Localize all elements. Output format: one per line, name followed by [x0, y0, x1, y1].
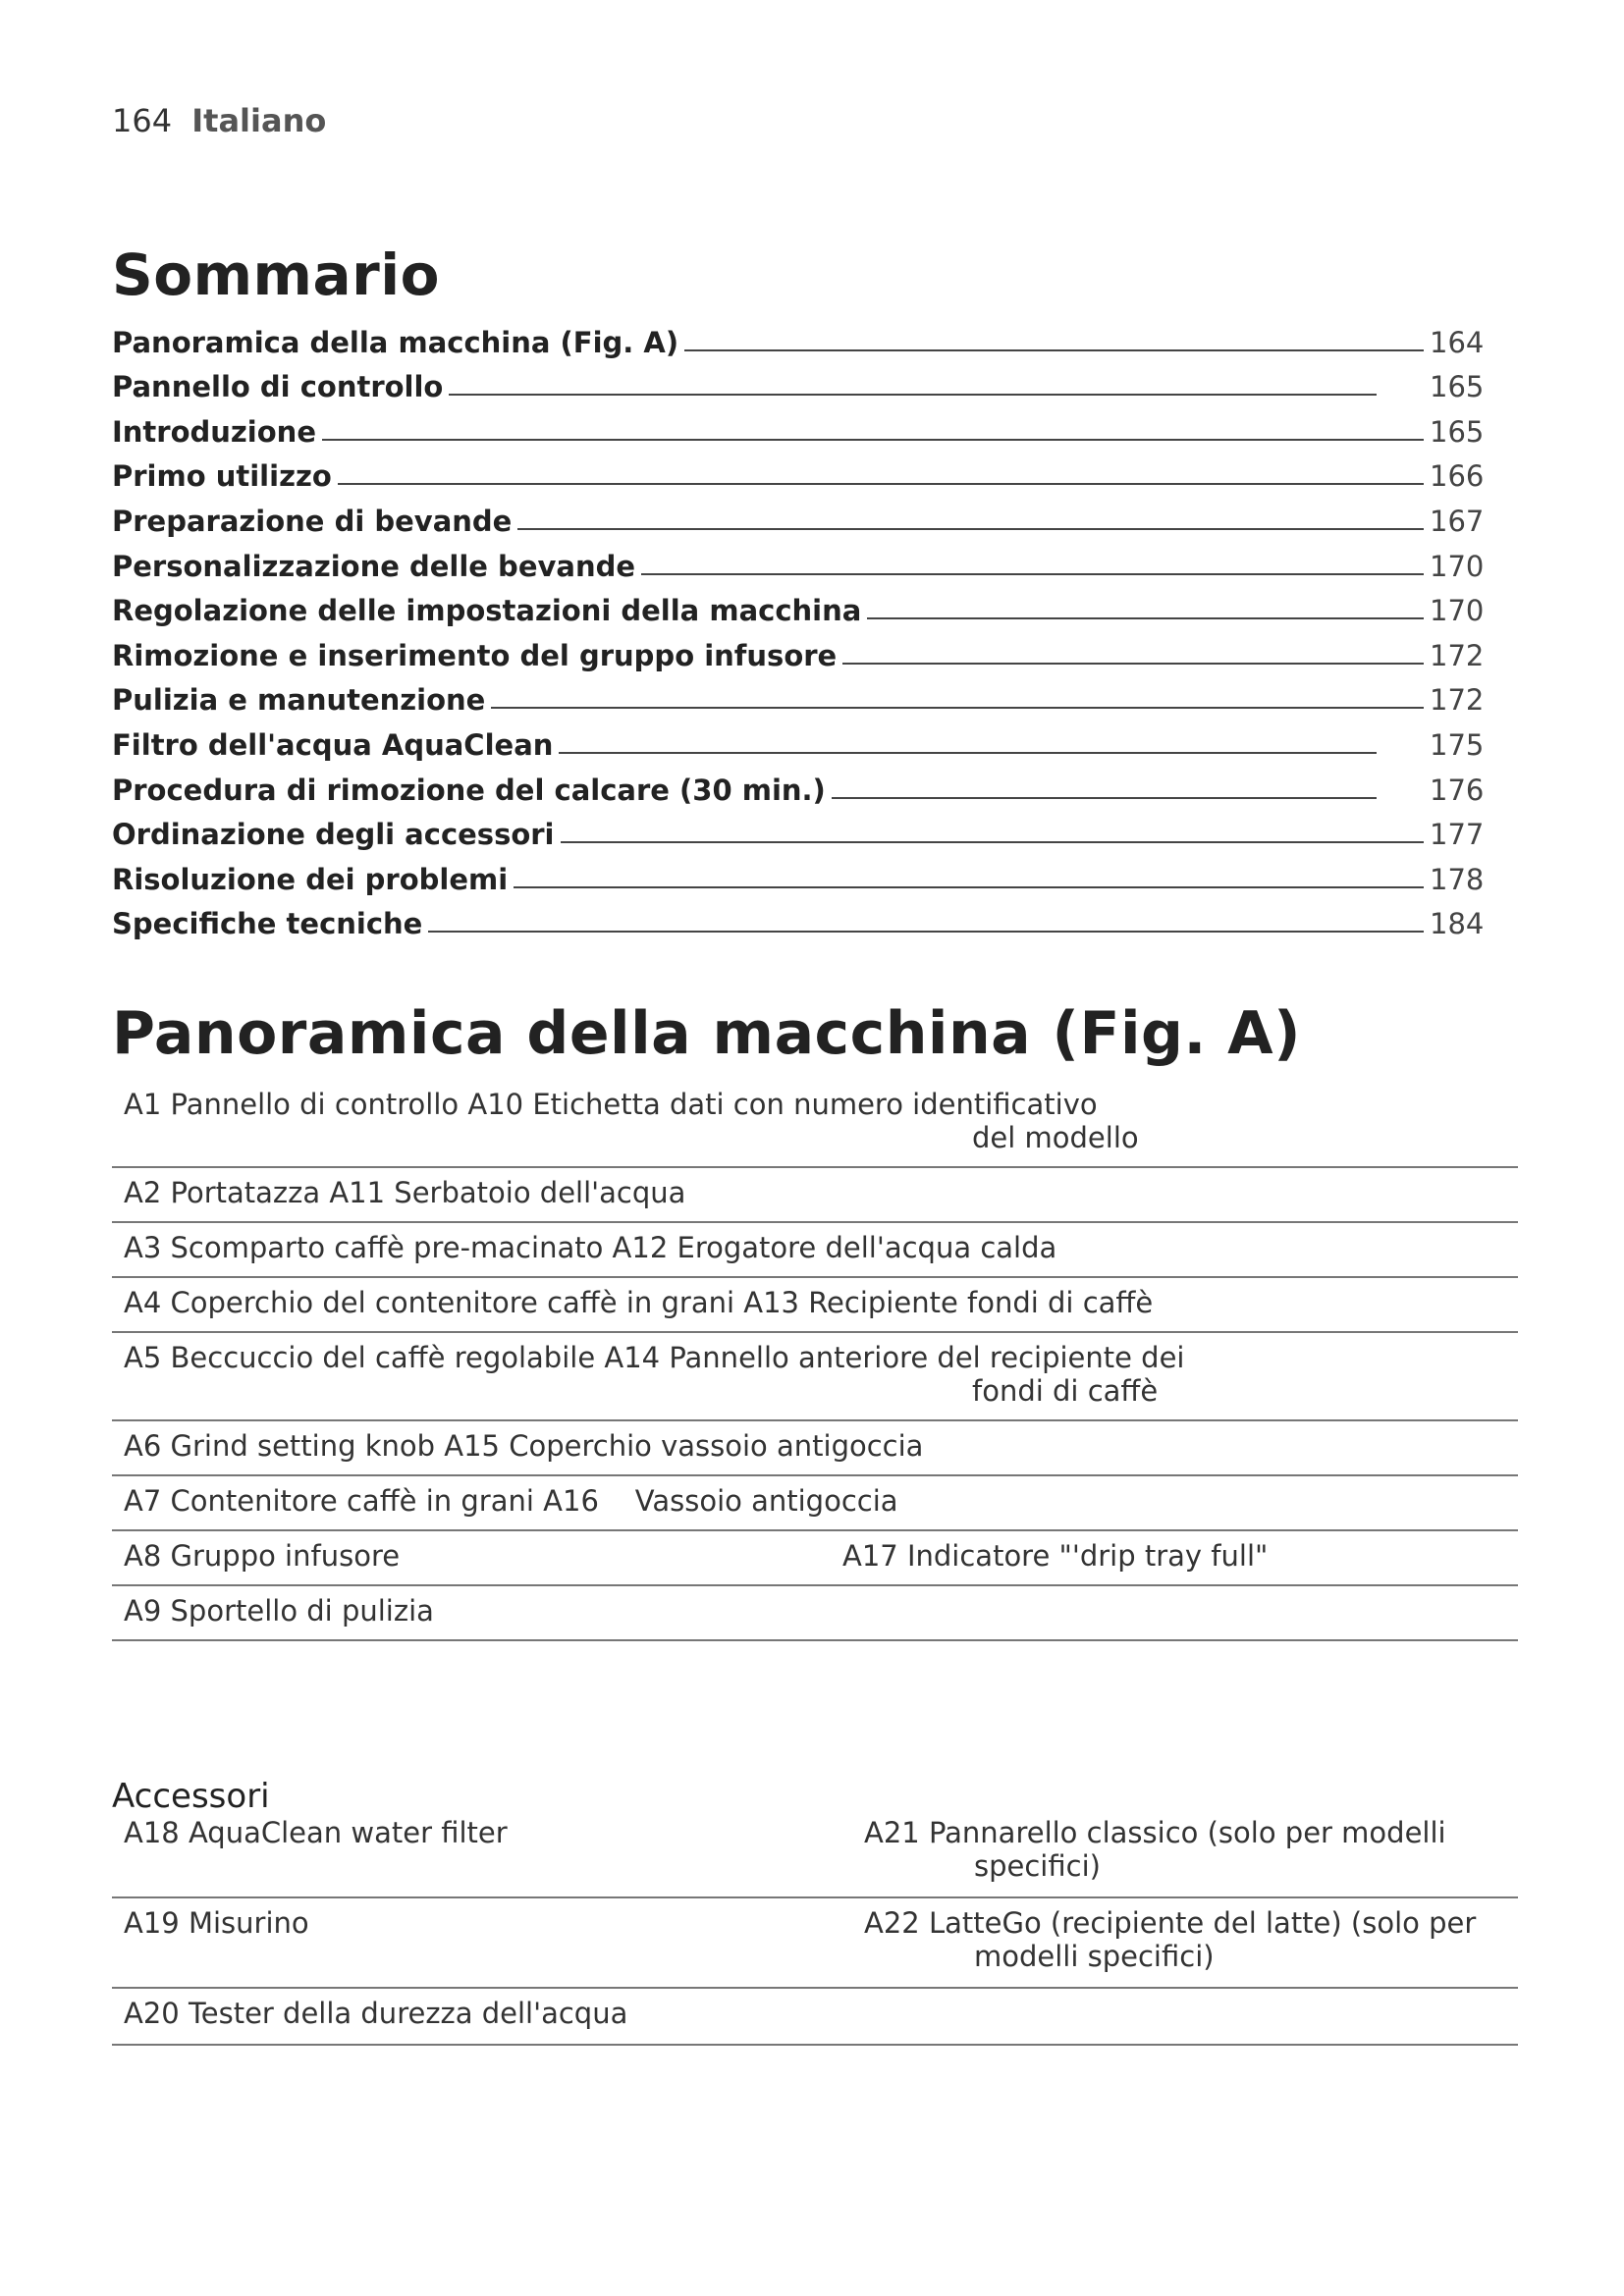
toc-leader [641, 573, 1424, 575]
toc-entry-title: Regolazione delle impostazioni della macchina [112, 594, 862, 628]
accessory-item [864, 1906, 1506, 1973]
toc-leader [832, 797, 1377, 799]
toc-entry[interactable] [112, 762, 1518, 807]
toc-entry-page: 165 [1430, 414, 1485, 449]
parts-row [112, 1586, 1518, 1641]
parts-row [112, 1080, 1518, 1168]
parts-row-text: A2 Portatazza A11 Serbatoio dell'acqua [124, 1176, 686, 1209]
accessory-item: A18 AquaClean water filter [124, 1816, 508, 1849]
parts-row [112, 1333, 1518, 1421]
toc-entry[interactable] [112, 627, 1518, 672]
toc-entry-page: 165 [1430, 370, 1485, 404]
toc-entry-title: Ordinazione degli accessori [112, 818, 555, 852]
toc-entry[interactable] [112, 851, 1518, 896]
toc-entry[interactable] [112, 717, 1518, 762]
toc-entry-title: Pannello di controllo [112, 370, 444, 404]
parts-row-col1: A8 Gruppo infusore [124, 1539, 401, 1573]
toc-entry-title: Rimozione e inserimento del gruppo infusore [112, 638, 838, 672]
toc-leader [842, 663, 1424, 665]
accessory-item-continuation: modelli specifici) [974, 1940, 1215, 1973]
toc-entry-page: 184 [1430, 907, 1485, 941]
toc-entry[interactable] [112, 493, 1518, 538]
section-title: Panoramica della macchina (Fig. A) [112, 999, 1302, 1068]
toc-entry[interactable] [112, 538, 1518, 583]
toc-entry-title: Preparazione di bevande [112, 504, 513, 538]
toc-leader [428, 931, 1424, 933]
toc-leader [561, 841, 1425, 843]
accessory-item-continuation: specifici) [974, 1849, 1101, 1883]
accessory-item [864, 1997, 1506, 2030]
toc-entry[interactable] [112, 449, 1518, 494]
parts-row-text: A5 Beccuccio del caffè regolabile A14 Pannello anteriore del recipiente dei [124, 1341, 1185, 1374]
toc-entry-page: 176 [1430, 773, 1485, 807]
parts-row-col2: A17 Indicatore "'drip tray full" [842, 1539, 1269, 1573]
accessories-list [112, 1808, 1518, 2046]
toc-entry-page: 166 [1430, 459, 1485, 494]
toc-entry-title: Panoramica della macchina (Fig. A) [112, 325, 679, 359]
toc-leader [684, 349, 1424, 351]
accessory-item: A19 Misurino [124, 1906, 309, 1940]
parts-row-continuation: fondi di caffè [972, 1374, 1159, 1408]
toc-entry-page: 175 [1430, 727, 1485, 762]
toc-entry-title: Introduzione [112, 414, 316, 449]
toc-entry-page: 167 [1430, 504, 1485, 538]
toc-entry-title: Specifiche tecniche [112, 907, 423, 941]
parts-row [112, 1278, 1518, 1333]
toc-entry-title: Pulizia e manutenzione [112, 683, 486, 718]
toc-entry-title: Procedura di rimozione del calcare (30 min.) [112, 773, 826, 807]
parts-row-text: A1 Pannello di controllo A10 Etichetta dati con numero identificativo [124, 1088, 1098, 1121]
toc-title: Sommario [112, 241, 440, 308]
toc-leader [491, 707, 1424, 709]
page-number: 164 [112, 102, 173, 139]
toc-entry[interactable] [112, 359, 1518, 404]
toc-entry[interactable] [112, 896, 1518, 941]
toc-leader [867, 617, 1424, 619]
accessory-item [864, 1816, 1506, 1883]
accessory-item-text: A21 Pannarello classico (solo per modelli [864, 1816, 1446, 1849]
parts-row [112, 1168, 1518, 1223]
toc-entry-page: 172 [1430, 683, 1485, 718]
toc-entry[interactable] [112, 314, 1518, 359]
parts-row [112, 1223, 1518, 1278]
toc-entry-page: 172 [1430, 638, 1485, 672]
parts-row-text: A3 Scomparto caffè pre-macinato A12 Erogatore dell'acqua calda [124, 1231, 1057, 1264]
parts-row [112, 1531, 1518, 1586]
accessory-item: A20 Tester della durezza dell'acqua [124, 1997, 628, 2030]
toc-entry-title: Risoluzione dei problemi [112, 862, 509, 896]
toc-leader [559, 752, 1377, 754]
parts-list [112, 1080, 1518, 1641]
toc-entry-page: 170 [1430, 594, 1485, 628]
toc-leader [514, 886, 1424, 888]
toc-entry[interactable] [112, 403, 1518, 449]
toc-entry[interactable] [112, 807, 1518, 852]
parts-row-text: A6 Grind setting knob A15 Coperchio vassoio antigoccia [124, 1429, 924, 1463]
table-of-contents [112, 314, 1518, 940]
toc-leader [322, 439, 1424, 441]
parts-row [112, 1421, 1518, 1476]
language-label: Italiano [191, 102, 327, 139]
toc-entry[interactable] [112, 583, 1518, 628]
parts-row [112, 1476, 1518, 1531]
toc-entry-page: 177 [1430, 818, 1485, 852]
toc-entry-title: Primo utilizzo [112, 459, 332, 494]
toc-leader [449, 394, 1377, 396]
toc-entry-title: Filtro dell'acqua AquaClean [112, 727, 554, 762]
accessory-item-text: A22 LatteGo (recipiente del latte) (solo per [864, 1906, 1477, 1940]
parts-row-text: A7 Contenitore caffè in grani A16 Vassoio antigoccia [124, 1484, 898, 1518]
toc-leader [517, 528, 1424, 530]
accessories-row [112, 1898, 1518, 1989]
accessories-title: Accessori [112, 1777, 270, 1817]
parts-row-text: A4 Coperchio del contenitore caffè in grani A13 Recipiente fondi di caffè [124, 1286, 1154, 1319]
toc-leader [338, 483, 1424, 485]
toc-entry-page: 170 [1430, 549, 1485, 583]
running-header [112, 102, 326, 139]
accessories-row [112, 1989, 1518, 2046]
toc-entry-page: 164 [1430, 325, 1485, 359]
parts-row-text: A9 Sportello di pulizia [124, 1594, 434, 1628]
parts-row-continuation: del modello [972, 1121, 1139, 1154]
toc-entry-page: 178 [1430, 862, 1485, 896]
toc-entry[interactable] [112, 672, 1518, 718]
accessories-row [112, 1808, 1518, 1898]
toc-entry-title: Personalizzazione delle bevande [112, 549, 636, 583]
